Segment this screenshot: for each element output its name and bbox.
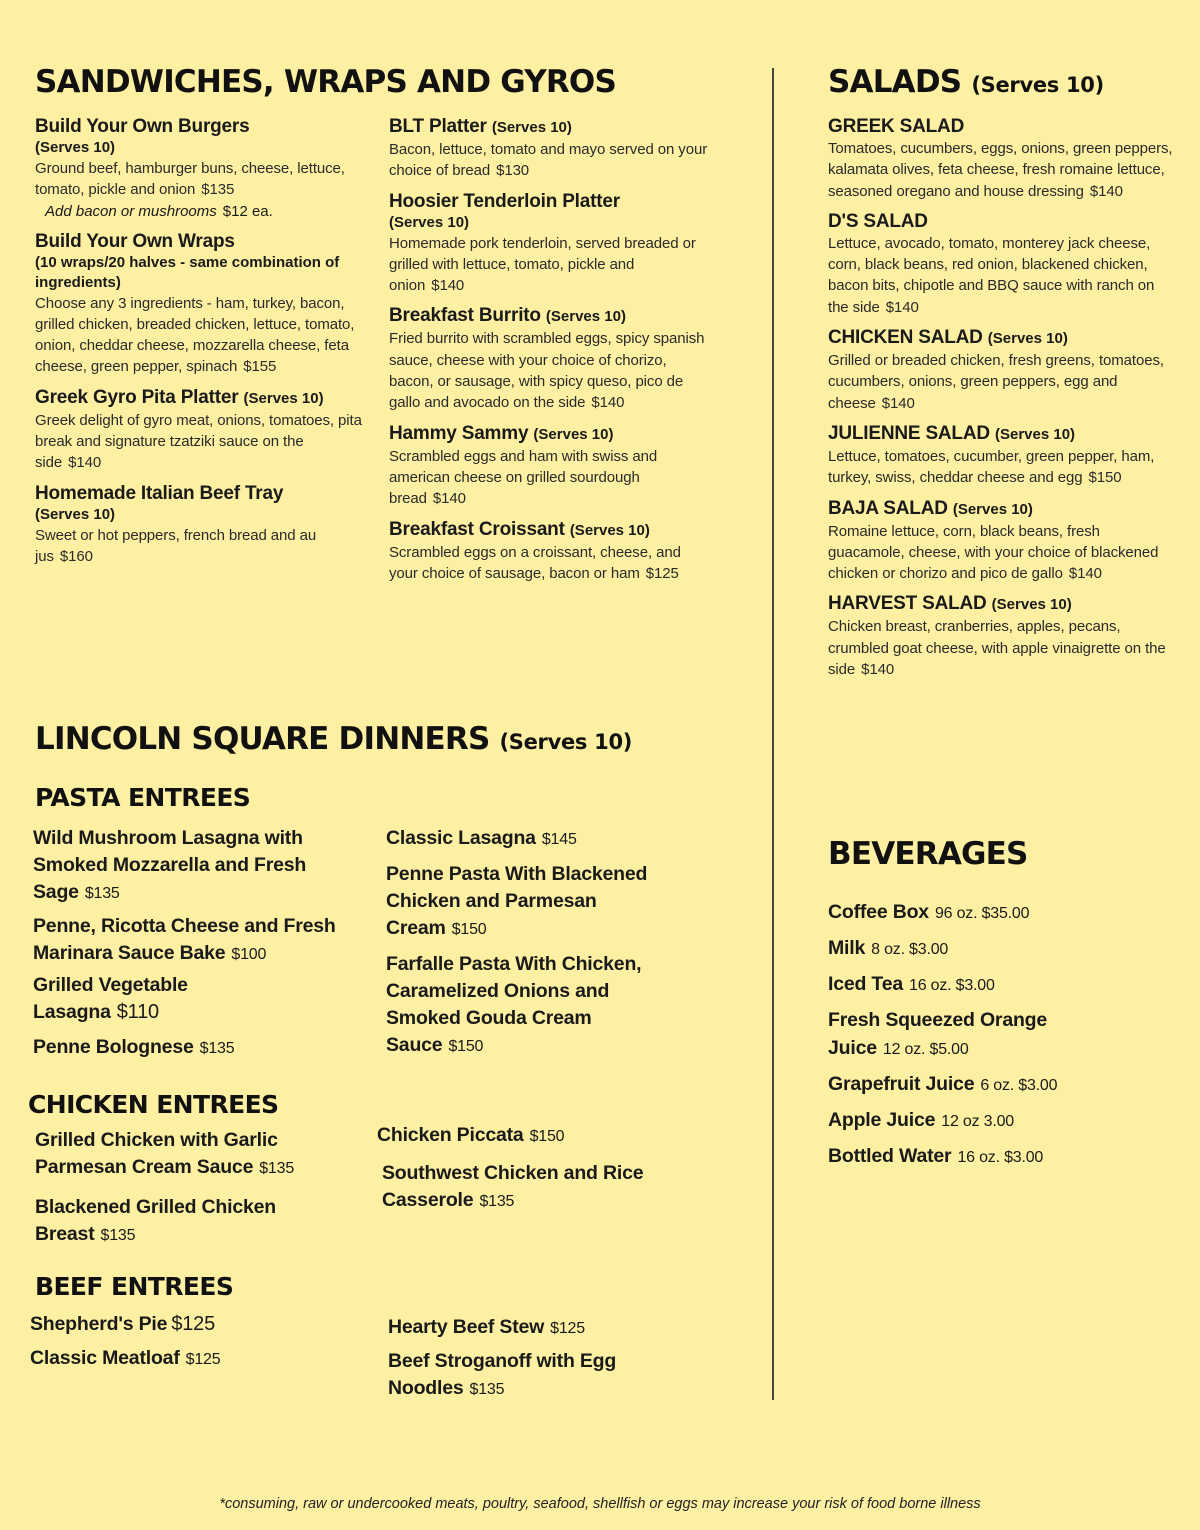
- menu-item: [828, 423, 1173, 489]
- menu-item: [35, 116, 365, 222]
- item-serves: (Serves 10): [533, 425, 614, 443]
- beef-heading: BEEF ENTREES: [35, 1272, 234, 1301]
- item-name: BLT Platter (Serves 10): [389, 116, 572, 137]
- item-serves: (10 wraps/20 halves - same combination of ingredients): [35, 253, 340, 291]
- menu-item: [35, 231, 365, 378]
- item-description: Scrambled eggs on a croissant, cheese, and your choice of sausage, bacon or ham $125: [389, 543, 681, 582]
- item-name: Breakfast Croissant (Serves 10): [389, 518, 650, 540]
- item-price: $130: [496, 162, 530, 180]
- entree-item: Penne Pasta With Blackened Chicken and Parmesan Cream $150: [386, 863, 648, 939]
- entree-item: Grilled Chicken with Garlic Parmesan Cream Sauce $135: [35, 1129, 295, 1178]
- beverage-size-price: 12 oz. $5.00: [882, 1041, 969, 1058]
- entree-price: $135: [100, 1227, 136, 1244]
- entree-price: $125: [185, 1351, 221, 1368]
- item-serves: (Serves 10): [545, 308, 626, 326]
- item-description: Scrambled eggs and ham with swiss and american cheese on grilled sourdough bread $140: [389, 447, 658, 508]
- entree-price: $135: [469, 1381, 505, 1398]
- beverages-column: [828, 898, 1078, 1178]
- menu-item: [389, 519, 709, 585]
- entree-item: Classic Meatloaf $125: [30, 1347, 221, 1369]
- item-name: D'S SALAD: [828, 210, 928, 232]
- item-description: Grilled or breaded chicken, fresh greens, tomatoes, cucumbers, onions, green peppers, egg and cheese $140: [828, 352, 1164, 412]
- beef-left-column: [30, 1311, 350, 1373]
- food-safety-disclaimer: *consuming, raw or undercooked meats, poultry, seafood, shellfish or eggs may increase your risk of food borne illness: [219, 1496, 981, 1512]
- item-name: JULIENNE SALAD (Serves 10): [828, 422, 1076, 444]
- item-price: $140: [432, 490, 466, 508]
- menu-item: [389, 116, 709, 182]
- entree-item: Blackened Grilled Chicken Breast $135: [35, 1196, 277, 1245]
- item-price: $140: [885, 298, 919, 316]
- item-description: Romaine lettuce, corn, black beans, fresh guacamole, cheese, with your choice of blackened chicken or chorizo and pico de gallo $140: [828, 522, 1159, 583]
- beef-right-column: [388, 1314, 648, 1403]
- sandwiches-left-column: [35, 116, 365, 576]
- menu-item: [828, 498, 1173, 585]
- item-serves: (Serves 10): [569, 521, 650, 539]
- item-name: Hoosier Tenderloin Platter: [389, 190, 620, 212]
- beverage-size-price: 16 oz. $3.00: [957, 1149, 1044, 1166]
- item-price: $140: [881, 394, 915, 412]
- dinners-serves: (Serves 10): [499, 730, 633, 754]
- addon-price: $12 ea.: [222, 202, 273, 220]
- item-name: Hammy Sammy (Serves 10): [389, 422, 614, 444]
- item-description: Lettuce, tomatoes, cucumber, green pepper, ham, turkey, swiss, cheddar cheese and egg $150: [828, 447, 1155, 487]
- dinners-title-text: LINCOLN SQUARE DINNERS: [35, 721, 490, 757]
- entree-item: Shepherd's Pie $125: [30, 1313, 216, 1335]
- entree-price: $125: [550, 1320, 585, 1337]
- item-description: Bacon, lettuce, tomato and mayo served on your choice of bread $130: [389, 141, 708, 180]
- item-price: $140: [1089, 182, 1123, 200]
- item-name: HARVEST SALAD (Serves 10): [828, 593, 1072, 615]
- column-divider: [772, 68, 774, 1400]
- menu-item: [389, 423, 709, 510]
- beverage-size-price: 6 oz. $3.00: [980, 1077, 1058, 1094]
- pasta-left-column: [33, 825, 363, 1062]
- item-serves: (Serves 10): [994, 425, 1076, 443]
- entree-item: Southwest Chicken and Rice Casserole $135: [382, 1162, 644, 1211]
- item-price: $140: [1068, 565, 1102, 583]
- entree-price: $150: [448, 1038, 484, 1055]
- beverage-item: Bottled Water 16 oz. $3.00: [828, 1145, 1044, 1167]
- entree-price: $145: [541, 831, 577, 848]
- beverage-item: Iced Tea 16 oz. $3.00: [828, 973, 995, 995]
- item-price: $125: [645, 564, 679, 582]
- item-name: Breakfast Burrito (Serves 10): [389, 305, 626, 327]
- menu-item: [828, 593, 1173, 680]
- entree-price: $135: [199, 1040, 235, 1057]
- item-addon: Add bacon or mushrooms $12 ea.: [45, 202, 273, 220]
- sandwiches-title-text: SANDWICHES, WRAPS AND GYROS: [35, 64, 617, 100]
- item-name: Homemade Italian Beef Tray: [35, 482, 284, 504]
- chicken-left-column: [35, 1127, 325, 1249]
- item-price: $140: [591, 394, 625, 412]
- entree-price: $135: [259, 1160, 295, 1177]
- menu-item: [828, 116, 1173, 202]
- beverage-item: Apple Juice 12 oz 3.00: [828, 1109, 1014, 1131]
- section-title-sandwiches: [35, 64, 616, 100]
- entree-item: Farfalle Pasta With Chicken, Caramelized Onions and Smoked Gouda Cream Sauce $150: [386, 953, 642, 1056]
- chicken-right-column: [377, 1122, 677, 1215]
- entree-item: Classic Lasagna $145: [386, 827, 577, 849]
- item-description: Greek delight of gyro meat, onions, tomatoes, pita break and signature tzatziki sauce on the side $140: [35, 411, 362, 472]
- entree-item: Penne, Ricotta Cheese and Fresh Marinara Sauce Bake $100: [33, 915, 336, 964]
- beverage-size-price: 16 oz. $3.00: [909, 977, 995, 994]
- salads-column: [828, 116, 1173, 689]
- entree-item: Wild Mushroom Lasagna with Smoked Mozzarella and Fresh Sage $135: [33, 827, 307, 903]
- beverage-size-price: 12 oz 3.00: [941, 1113, 1014, 1130]
- entree-price: $110: [116, 1001, 159, 1023]
- beverage-item: Coffee Box 96 oz. $35.00: [828, 901, 1030, 923]
- item-serves: (Serves 10): [991, 596, 1072, 614]
- item-description: Choose any 3 ingredients - ham, turkey, bacon, grilled chicken, breaded chicken, lettuce, tomato, onion, cheddar cheese, mozzarella cheese, feta cheese, green pepper, spinach $155: [35, 294, 355, 376]
- item-name: GREEK SALAD: [828, 116, 965, 137]
- entree-price: $150: [451, 921, 487, 938]
- entree-price: $100: [231, 946, 267, 963]
- pasta-heading: PASTA ENTREES: [35, 783, 251, 812]
- item-serves: (Serves 10): [491, 119, 572, 136]
- entree-item: Penne Bolognese $135: [33, 1036, 235, 1058]
- section-title-dinners: [35, 721, 632, 757]
- chicken-heading: CHICKEN ENTREES: [28, 1090, 279, 1119]
- beverage-item: Milk 8 oz. $3.00: [828, 937, 949, 959]
- entree-item: Hearty Beef Stew $125: [388, 1316, 585, 1338]
- entree-price: $135: [84, 885, 120, 902]
- menu-item: [828, 211, 1173, 318]
- section-title-salads: [828, 64, 1104, 100]
- item-name: Greek Gyro Pita Platter (Serves 10): [35, 386, 324, 408]
- item-serves: (Serves 10): [243, 389, 324, 407]
- item-description: Sweet or hot peppers, french bread and au jus $160: [35, 526, 317, 565]
- entree-item: Chicken Piccata $150: [377, 1124, 565, 1146]
- item-price: $150: [1088, 469, 1122, 487]
- beverage-size-price: 96 oz. $35.00: [934, 905, 1030, 922]
- salads-serves: (Serves 10): [971, 73, 1104, 97]
- item-serves: (Serves 10): [952, 500, 1033, 518]
- item-serves: (Serves 10): [389, 213, 470, 231]
- sandwiches-right-column: [389, 116, 709, 593]
- item-description: Fried burrito with scrambled eggs, spicy spanish sauce, cheese with your choice of chorizo, bacon, or sausage, with spicy queso, pico de gallo and avocado on the side $140: [389, 330, 705, 412]
- item-name: Build Your Own Wraps: [35, 230, 235, 252]
- item-serves: (Serves 10): [987, 330, 1068, 348]
- item-name: BAJA SALAD (Serves 10): [828, 497, 1033, 519]
- item-price: $140: [68, 454, 102, 472]
- beverage-item: Grapefruit Juice 6 oz. $3.00: [828, 1073, 1058, 1095]
- section-title-beverages: BEVERAGES: [828, 836, 1028, 872]
- entree-price: $135: [479, 1193, 515, 1210]
- item-description: Ground beef, hamburger buns, cheese, lettuce, tomato, pickle and onion $135: [35, 160, 345, 199]
- item-description: Homemade pork tenderloin, served breaded or grilled with lettuce, tomato, pickle and onion $140: [389, 234, 696, 295]
- item-description: Lettuce, avocado, tomato, monterey jack cheese, corn, black beans, red onion, blackened chicken, bacon bits, chipotle and BBQ sauce with ranch on the side $140: [828, 234, 1155, 316]
- item-serves: (Serves 10): [35, 139, 116, 156]
- menu-item: [828, 327, 1173, 414]
- item-description: Tomatoes, cucumbers, eggs, onions, green peppers, kalamata olives, feta cheese, fresh romaine lettuce, seasoned oregano and house dressing $140: [828, 140, 1173, 200]
- menu-item: [35, 483, 365, 568]
- menu-item: [35, 387, 365, 474]
- item-price: $140: [431, 277, 465, 295]
- item-price: $135: [201, 181, 235, 199]
- entree-price: $125: [171, 1313, 216, 1335]
- item-description: Chicken breast, cranberries, apples, pecans, crumbled goat cheese, with apple vinaigrette on the side $140: [828, 618, 1166, 679]
- item-price: $155: [243, 358, 277, 376]
- salads-title-text: SALADS: [828, 64, 962, 100]
- item-price: $140: [861, 661, 895, 679]
- item-name: CHICKEN SALAD (Serves 10): [828, 327, 1068, 349]
- item-price: $160: [59, 547, 93, 565]
- beverage-item: Fresh Squeezed Orange Juice 12 oz. $5.00: [828, 1009, 1048, 1059]
- pasta-right-column: [386, 825, 686, 1060]
- item-name: Build Your Own Burgers: [35, 116, 250, 137]
- item-serves: (Serves 10): [35, 505, 116, 523]
- menu-item: [389, 305, 709, 413]
- entree-item: Grilled Vegetable Lasagna $110: [33, 974, 188, 1023]
- entree-item: Beef Stroganoff with Egg Noodles $135: [388, 1350, 617, 1399]
- menu-item: [389, 191, 709, 297]
- entree-price: $150: [529, 1128, 565, 1145]
- beverage-size-price: 8 oz. $3.00: [871, 941, 949, 958]
